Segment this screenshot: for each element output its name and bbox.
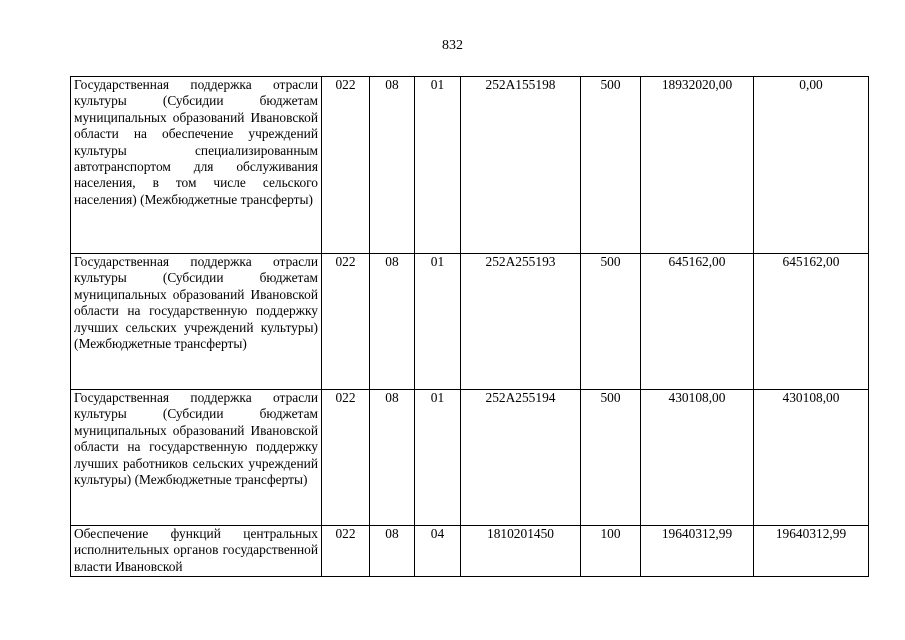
row-target-article: 252A255194 xyxy=(461,390,581,526)
row-section-code: 08 xyxy=(370,254,415,390)
row-amount-2: 19640312,99 xyxy=(754,526,869,577)
row-amount-1: 18932020,00 xyxy=(641,77,754,254)
row-subsection-code: 04 xyxy=(415,526,461,577)
row-section-code: 08 xyxy=(370,526,415,577)
table-row xyxy=(71,254,869,390)
row-expense-type: 500 xyxy=(581,254,641,390)
row-ministry-code: 022 xyxy=(322,526,370,577)
row-subsection-code: 01 xyxy=(415,390,461,526)
row-target-article: 252A255193 xyxy=(461,254,581,390)
page-number: 832 xyxy=(442,38,463,53)
row-expense-type: 500 xyxy=(581,390,641,526)
row-description: Государственная поддержка отрасли культуры (Субсидии бюджетам муниципальных образований Ивановской области на государственную поддержку лучших сельских учреждений культуры) (Межбюджетные трансферты) xyxy=(71,254,322,390)
row-target-article: 1810201450 xyxy=(461,526,581,577)
row-amount-2: 645162,00 xyxy=(754,254,869,390)
table-row xyxy=(71,77,869,254)
table-row xyxy=(71,390,869,526)
row-subsection-code: 01 xyxy=(415,254,461,390)
row-amount-2: 0,00 xyxy=(754,77,869,254)
row-subsection-code: 01 xyxy=(415,77,461,254)
row-section-code: 08 xyxy=(370,77,415,254)
row-amount-1: 645162,00 xyxy=(641,254,754,390)
table-row xyxy=(71,526,869,577)
row-description: Государственная поддержка отрасли культуры (Субсидии бюджетам муниципальных образований Ивановской области на государственную поддержку лучших работников сельских учреждений культуры) (Межбюджетные трансферты) xyxy=(71,390,322,526)
row-expense-type: 500 xyxy=(581,77,641,254)
row-description: Государственная поддержка отрасли культуры (Субсидии бюджетам муниципальных образований Ивановской области на обеспечение учреждений культуры специализированным автотранспортом для обслуживания населения, в том числе сельского населения) (Межбюджетные трансферты) xyxy=(71,77,322,254)
budget-table xyxy=(70,76,869,577)
row-amount-1: 430108,00 xyxy=(641,390,754,526)
row-amount-1: 19640312,99 xyxy=(641,526,754,577)
row-ministry-code: 022 xyxy=(322,390,370,526)
row-ministry-code: 022 xyxy=(322,77,370,254)
row-target-article: 252A155198 xyxy=(461,77,581,254)
row-ministry-code: 022 xyxy=(322,254,370,390)
row-amount-2: 430108,00 xyxy=(754,390,869,526)
row-description: Обеспечение функций центральных исполнительных органов государственной власти Ивановской xyxy=(71,526,322,577)
row-section-code: 08 xyxy=(370,390,415,526)
row-expense-type: 100 xyxy=(581,526,641,577)
